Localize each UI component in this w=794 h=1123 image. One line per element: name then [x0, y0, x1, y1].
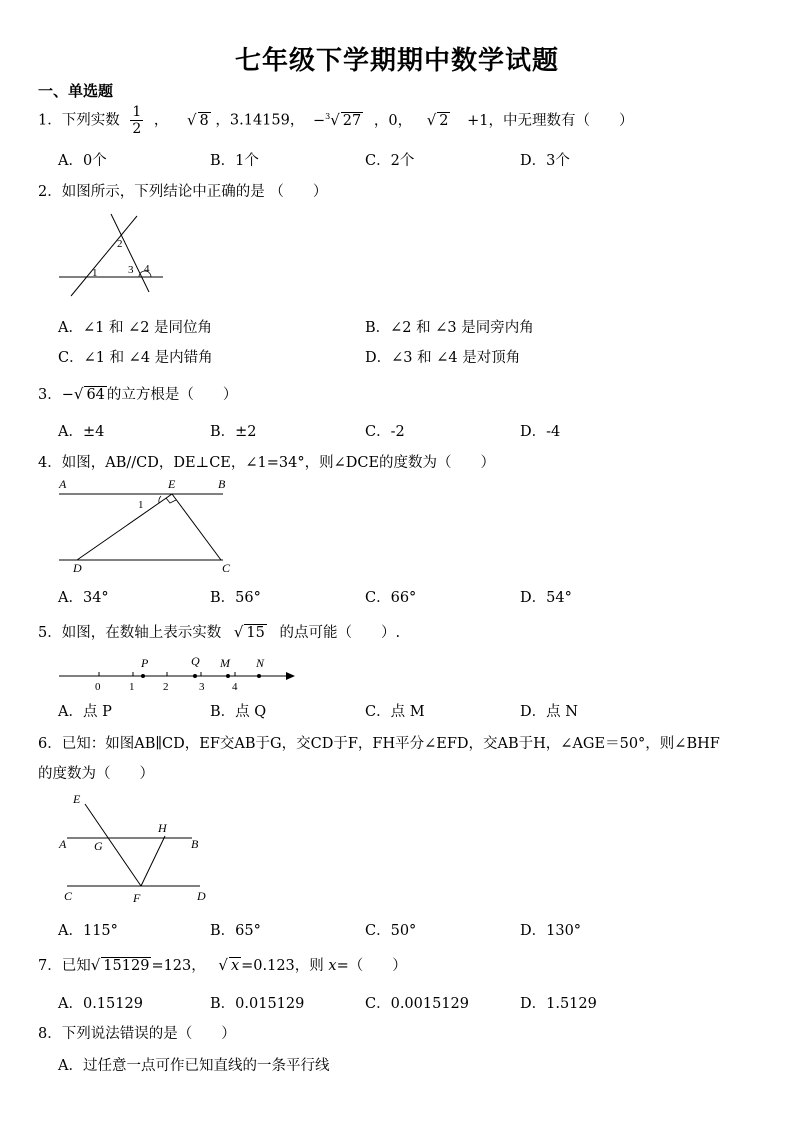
- tick-label-2: 2: [163, 681, 169, 693]
- q5-prefix: 5．如图，在数轴上表示实数: [38, 625, 222, 641]
- q5-suffix: 的点可能（ ）.: [279, 625, 401, 641]
- q4-label-a: A: [59, 477, 67, 491]
- number-line-ticks: [99, 672, 235, 676]
- tick-label-4: 4: [232, 681, 238, 693]
- radicand-x: x: [230, 958, 240, 974]
- q1-option-a[interactable]: A．0个: [58, 153, 107, 169]
- q1-suffix: +1，中无理数有（ ）: [467, 112, 634, 129]
- q6-label-a: A: [59, 837, 67, 851]
- frac-denominator: 2: [132, 121, 142, 137]
- cbrt-index: 3: [325, 111, 331, 121]
- q2-label-4: 4: [144, 263, 150, 275]
- q1-prefix: 1．下列实数: [38, 112, 120, 129]
- q4-right-angle-mark: [166, 498, 176, 503]
- question-4: 4．如图，AB//CD，DE⊥CE，∠1=34°，则∠DCE的度数为（ ）: [38, 455, 496, 471]
- radicand-2: 2: [439, 112, 449, 129]
- q3-option-c[interactable]: C．-2: [365, 424, 405, 440]
- q6-option-a[interactable]: A．115°: [58, 923, 118, 939]
- q6-label-h: H: [158, 821, 167, 835]
- radicand-27: 27: [342, 112, 362, 129]
- q2-option-b[interactable]: B．∠2 和 ∠3 是同旁内角: [365, 320, 534, 336]
- number-line-arrow: [286, 672, 295, 680]
- q3-option-a[interactable]: A．±4: [58, 424, 105, 440]
- label-m: M: [220, 656, 230, 670]
- label-p: P: [141, 656, 149, 670]
- question-1: [38, 104, 633, 137]
- q6-label-c: C: [64, 889, 73, 903]
- frac-numerator: 1: [132, 104, 142, 120]
- q7-option-a[interactable]: A．0.15129: [58, 996, 143, 1012]
- fraction-one-half: [130, 104, 143, 137]
- radicand-8: 8: [199, 112, 209, 129]
- cbrt-27: −$^3$√ 27: [312, 110, 362, 129]
- q2-option-d[interactable]: D．∠3 和 ∠4 是对顶角: [365, 350, 521, 366]
- q7-option-b[interactable]: B．0.015129: [210, 996, 305, 1012]
- q3-minus: −: [61, 387, 74, 403]
- q4-label-c: C: [222, 561, 231, 574]
- point-n: [257, 674, 261, 678]
- q6-option-b[interactable]: B．65°: [210, 923, 261, 939]
- q7-eq1: =123，: [151, 958, 206, 974]
- radicand-64: 64: [86, 387, 105, 403]
- q8-option-a[interactable]: A．过任意一点可作已知直线的一条平行线: [58, 1058, 330, 1074]
- point-m: [226, 674, 230, 678]
- tick-label-0: 0: [95, 681, 101, 693]
- q6-label-d: D: [197, 889, 206, 903]
- q6-label-g: G: [94, 839, 103, 853]
- q5-option-b[interactable]: B．点 Q: [210, 704, 267, 720]
- q7-prefix: 7．已知: [38, 958, 91, 974]
- q2-label-1: 1: [92, 267, 98, 279]
- q7-option-c[interactable]: C．0.0015129: [365, 996, 470, 1012]
- q6-label-b: B: [191, 837, 199, 851]
- q4-label-b: B: [218, 477, 226, 491]
- q3-prefix: 3．: [38, 387, 62, 403]
- q3-option-b[interactable]: B．±2: [210, 424, 257, 440]
- q4-option-d[interactable]: D．54°: [520, 590, 572, 606]
- q7-variable-x: x: [328, 958, 337, 974]
- q6-label-e: E: [73, 792, 81, 806]
- q6-option-c[interactable]: C．50°: [365, 923, 417, 939]
- q1-mid2: ，0，: [373, 112, 413, 129]
- q4-segment-de: [77, 494, 172, 560]
- question-3: 3．−√ 64 的立方根是（ ）: [38, 385, 238, 403]
- question-6-line-2: 的度数为（ ）: [38, 766, 154, 782]
- q4-figure: [55, 474, 240, 574]
- q4-label-1: 1: [138, 499, 144, 511]
- q2-figure: [55, 210, 170, 300]
- q6-option-d[interactable]: D．130°: [520, 923, 582, 939]
- sqrt-8: √ 8: [186, 110, 209, 129]
- q2-option-a[interactable]: A．∠1 和 ∠2 是同位角: [58, 320, 213, 336]
- sqrt-x: √ x: [218, 956, 240, 974]
- q3-suffix: 的立方根是（ ）: [106, 387, 238, 403]
- tick-label-3: 3: [199, 681, 205, 693]
- q6-label-f: F: [133, 891, 141, 905]
- q7-eq2: =0.123，则: [241, 958, 324, 974]
- tick-label-1: 1: [129, 681, 135, 693]
- question-5: [38, 621, 400, 642]
- q6-figure: [55, 790, 220, 910]
- q4-option-b[interactable]: B．56°: [210, 590, 261, 606]
- q5-option-d[interactable]: D．点 N: [520, 704, 578, 720]
- sqrt-2: √ 2: [426, 110, 449, 129]
- question-6-line-1: 6．已知：如图AB∥CD，EF交AB于G，交CD于F，FH平分∠EFD，交AB于H，∠AGE＝50°，则∠BHF: [38, 736, 720, 752]
- question-7: 7．已知√ 15129 =123， √ x =0.123，则 x=（ ）: [38, 956, 407, 974]
- q3-option-d[interactable]: D．-4: [520, 424, 561, 440]
- q2-option-c[interactable]: C．∠1 和 ∠4 是内错角: [58, 350, 213, 366]
- q5-option-c[interactable]: C．点 M: [365, 704, 425, 720]
- question-2: 2．如图所示，下列结论中正确的是 （ ）: [38, 184, 328, 200]
- q2-label-2: 2: [117, 238, 123, 250]
- q2-transversal-1: [71, 216, 137, 296]
- q2-transversal-2: [111, 214, 149, 292]
- q5-option-a[interactable]: A．点 P: [58, 704, 112, 720]
- q1-mid: ，3.14159，: [215, 112, 305, 129]
- q6-line-fh: [141, 836, 165, 886]
- question-8: 8．下列说法错误的是（ ）: [38, 1026, 236, 1042]
- section-heading: 一、单选题: [38, 82, 114, 100]
- q4-label-d: D: [73, 561, 82, 574]
- q1-option-b[interactable]: B．1个: [210, 153, 259, 169]
- radicand-15129: 15129: [103, 958, 150, 974]
- point-p: [141, 674, 145, 678]
- minus-sign: −: [312, 112, 326, 129]
- q4-segment-ec: [172, 494, 221, 560]
- q7-suffix: =（ ）: [336, 958, 407, 974]
- q7-option-d[interactable]: D．1.5129: [520, 996, 597, 1012]
- sqrt-15: √ 15: [233, 623, 265, 641]
- q1-option-d[interactable]: D．3个: [520, 153, 570, 169]
- radicand-15: 15: [246, 625, 265, 641]
- q1-option-c[interactable]: C．2个: [365, 153, 415, 169]
- label-q: Q: [191, 654, 200, 668]
- page-title: 七年级下学期期中数学试题: [234, 46, 559, 76]
- label-n: N: [256, 656, 265, 670]
- q4-option-c[interactable]: C．66°: [365, 590, 417, 606]
- q4-option-a[interactable]: A．34°: [58, 590, 109, 606]
- q2-label-3: 3: [128, 264, 134, 276]
- q4-label-e: E: [168, 477, 176, 491]
- q1-sep: ，: [153, 112, 169, 129]
- number-line-figure: [55, 652, 300, 694]
- point-q: [193, 674, 197, 678]
